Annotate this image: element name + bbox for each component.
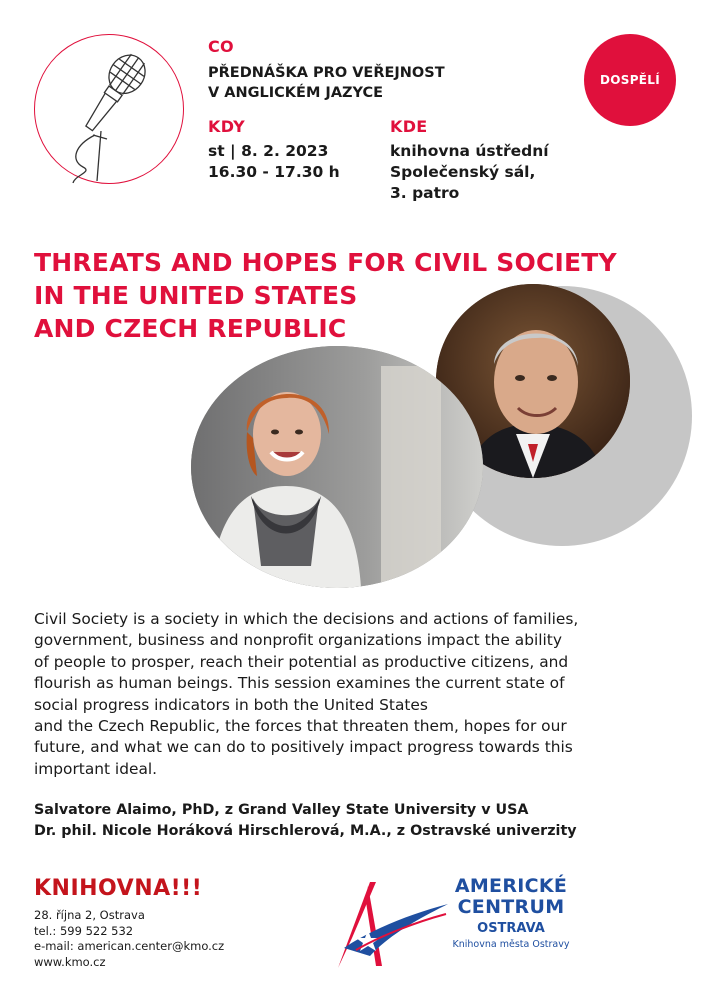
ac-line3: OSTRAVA — [477, 921, 545, 936]
speaker-name: Dr. phil. Nicole Horáková Hirschlerová, M.A., z Ostravské univerzity — [34, 823, 577, 839]
title-line: AND CZECH REPUBLIC — [34, 314, 347, 343]
description-line: important ideal. — [34, 759, 158, 778]
event-date — [208, 141, 340, 183]
library-brand: KNIHOVNA!!! — [34, 876, 203, 901]
email: e-mail: american.center@kmo.cz — [34, 939, 225, 953]
event-title — [34, 246, 694, 345]
speaker-name: Salvatore Alaimo, PhD, z Grand Valley State University v USA — [34, 802, 529, 818]
address: 28. října 2, Ostrava — [34, 908, 145, 922]
description-line: Civil Society is a society in which the decisions and actions of families, — [34, 610, 579, 628]
american-center-logo — [330, 878, 450, 970]
description-line: of people to prosper, reach their potential as productive citizens, and — [34, 652, 569, 671]
description-line: future, and what we can do to positively impact progress towards this — [34, 738, 573, 757]
speaker-photo-woman — [191, 346, 483, 588]
event-time-line: 16.30 - 17.30 h — [208, 163, 340, 181]
description-line: and the Czech Republic, the forces that threaten them, hopes for our — [34, 717, 567, 736]
location-line: Společenský sál, — [390, 163, 536, 181]
microphone-illustration — [34, 34, 184, 184]
co-label: CO — [208, 37, 234, 56]
description-line: flourish as human beings. This session examines the current state of — [34, 674, 565, 693]
ac-subtitle: Knihovna města Ostravy — [452, 939, 570, 950]
event-date-line: st | 8. 2. 2023 — [208, 142, 329, 160]
title-line: IN THE UNITED STATES — [34, 281, 358, 310]
american-center-text — [436, 876, 586, 951]
kde-label: KDE — [390, 117, 428, 136]
description-line: social progress indicators in both the United States — [34, 695, 428, 714]
contact-info — [34, 908, 224, 970]
audience-badge: DOSPĚLÍ — [584, 34, 676, 126]
location-line: 3. patro — [390, 184, 460, 202]
ac-line1: AMERICKÉ — [454, 875, 568, 897]
title-line: THREATS AND HOPES FOR CIVIL SOCIETY — [34, 248, 617, 277]
description-line: government, business and nonprofit organizations impact the ability — [34, 631, 562, 650]
phone: tel.: 599 522 532 — [34, 923, 134, 938]
location-line: knihovna ústřední — [390, 142, 549, 160]
kdy-label: KDY — [208, 117, 246, 136]
event-type-line: V ANGLICKÉM JAZYCE — [208, 85, 384, 101]
ac-line2: CENTRUM — [457, 896, 565, 918]
event-description — [34, 609, 684, 780]
event-type-line: PŘEDNÁŠKA PRO VEŘEJNOST — [208, 65, 445, 81]
microphone-icon — [35, 35, 185, 185]
website: www.kmo.cz — [34, 954, 106, 969]
event-location — [390, 141, 549, 204]
event-type — [208, 63, 445, 103]
speakers-list — [34, 800, 577, 842]
